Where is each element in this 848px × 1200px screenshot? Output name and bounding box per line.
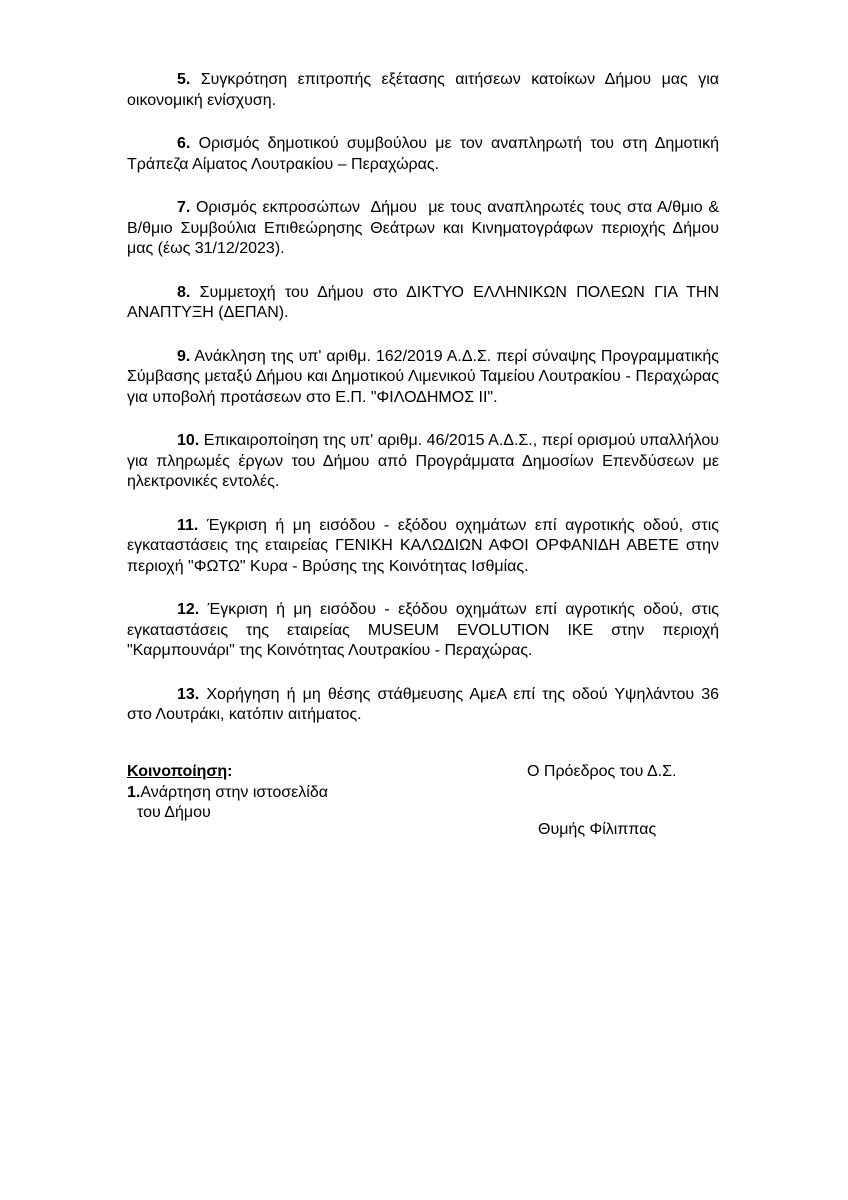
notification-item-text-line1: Ανάρτηση στην ιστοσελίδα [140,783,328,801]
agenda-item-8 [127,283,719,324]
agenda-item-number: 10. [177,432,200,449]
agenda-item-5 [127,70,719,111]
agenda-item-text: Έγκριση ή μη εισόδου - εξόδου οχημάτων επί αγροτικής οδού, στις εγκαταστάσεις της εταιρείας ΓΕΝΙΚΗ ΚΑΛΩΔΙΩΝ ΑΦΟΙ ΟΡΦΑΝΙΔΗ ΑΒΕΤΕ στην περιοχή "ΦΩΤΩ" Κυρα - Βρύσης της Κοινότητας Ισθμίας. [127,516,719,575]
agenda-item-number: 13. [177,685,200,703]
agenda-item-number: 11. [177,516,199,534]
agenda-item-text: Ορισμός εκπροσώπων Δήμου με τους αναπληρωτές τους στα Α/θμιο & Β/θμιο Συμβούλια Επιθεώρησης Θεάτρων και Κινηματογράφων περιοχής Δήμου μας (έως 31/12/2023). [127,199,724,257]
notification-item-number: 1. [127,783,141,801]
agenda-item-text: Συγκρότηση επιτροπής εξέτασης αιτήσεων κατοίκων Δήμου μας για οικονομική ενίσχυση. [127,71,719,109]
agenda-item-text: Ανάκληση της υπ' αριθμ. 162/2019 Α.Δ.Σ. περί σύναψης Προγραμματικής Σύμβασης μεταξύ Δήμου και Δημοτικού Λιμενικού Ταμείου Λουτρακίου - Περαχώρας για υποβολή προτάσεων στο Ε.Π. "ΦΙΛΟΔΗΜΟΣ ΙΙ". [127,347,719,406]
agenda-item-9 [127,347,719,409]
agenda-item-6 [127,134,719,175]
notification-colon: : [227,763,233,780]
agenda-item-12 [127,600,719,662]
agenda-item-11 [127,516,719,578]
notification-title: Κοινοποίηση [127,763,228,780]
notification-item-text-line2: του Δήμου [137,804,211,821]
agenda-item-text: Χορήγηση ή μη θέσης στάθμευσης ΑμεΑ επί της οδού Υψηλάντου 36 στο Λουτράκι, κατόπιν αιτήματος. [127,685,719,723]
agenda-item-number: 5. [177,71,191,88]
agenda-item-number: 7. [177,199,191,216]
notification-block [127,762,328,824]
agenda-item-number: 6. [177,135,191,152]
agenda-item-text: Έγκριση ή μη εισόδου - εξόδου οχημάτων επί αγροτικής οδού, στις εγκαταστάσεις της εταιρείας MUSEUM EVOLUTION ΙΚΕ στην περιοχή "Καρμπουνάρι" της Κοινότητας Λουτρακίου - Περαχώρας. [127,601,719,659]
signature-name: Θυμής Φίλιππας [538,821,657,838]
agenda-item-7 [127,198,724,260]
agenda-item-text: Επικαιροποίηση της υπ' αριθμ. 46/2015 Α.Δ.Σ., περί ορισμού υπαλλήλου για πληρωμές έργων του Δήμου από Προγράμματα Δημοσίων Επενδύσεων με ηλεκτρονικές εντολές. [127,432,719,490]
agenda-item-text: Συμμετοχή του Δήμου στο ΔΙΚΤΥΟ ΕΛΛΗΝΙΚΩΝ ΠΟΛΕΩΝ ΓΙΑ ΤΗΝ ΑΝΑΠΤΥΞΗ (ΔΕΠΑΝ). [127,283,719,321]
agenda-item-13 [127,685,719,726]
agenda-item-number: 9. [177,347,191,365]
signature-role: Ο Πρόεδρος του Δ.Σ. [527,763,677,780]
agenda-items [127,70,724,749]
notification-heading [127,762,328,783]
agenda-item-text: Ορισμός δημοτικού συμβούλου με τον αναπληρωτή του στη Δημοτική Τράπεζα Αίματος Λουτρακίου – Περαχώρας. [127,135,719,173]
agenda-item-number: 12. [177,601,200,618]
agenda-item-10 [127,431,719,493]
notification-item [127,783,328,804]
agenda-item-number: 8. [177,283,191,301]
